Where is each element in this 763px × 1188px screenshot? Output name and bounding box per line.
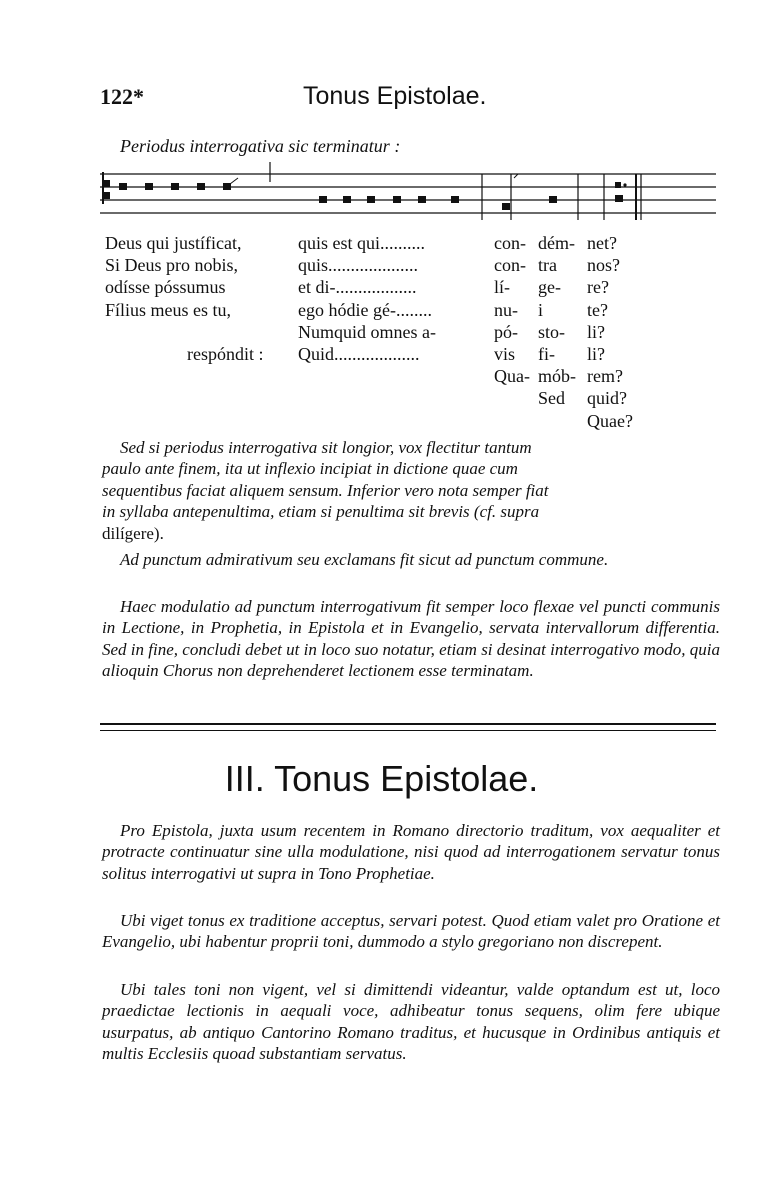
lyric-row-4-col-1: Fílius meus es tu, [105,299,232,320]
lyric-row-2-col-3: con- [494,255,526,276]
divider-top [100,723,716,725]
section-title: III. Tonus Epistolae. [224,758,539,799]
lyric-row-6-col-4: fi- [538,344,555,364]
lyric-row-7-col-5: rem? [587,366,623,387]
lyric-row-5-col-5: li? [587,321,605,342]
lyric-row-4-col-3: nu- [494,299,518,320]
chant-staff [100,160,720,226]
lyric-row-2-col-2: quis.................... [298,255,419,276]
paragraph-longer-question [102,437,720,544]
paragraph-tradition: Ubi viget tonus ex traditione acceptus, servari potest. Quod etiam valet pro Oratione et Evangelio, ubi habentur proprii toni, dummodo a stylo gregoriano non discrepent. [102,911,720,952]
lyric-row-4-col-5: te? [587,299,608,320]
lyric-row-5-col-2: Numquid omnes a- [298,321,436,342]
paragraph-modulation: Haec modulatio ad punctum interrogativum fit semper loco flexae vel puncti communis in Lectione, in Prophetia, in Epistola et in Evangelio, servata intervallorum differentia. Sed in fine, concludi debet ut in loco suo notatur, etiam si desinat interrogativo modo, quia alioquin Chorus non deprehenderet lectionem esse terminatam. [102,597,720,681]
para1-tail: dilígere). [102,523,164,543]
lyric-row-6-col-1: respóndit : [187,344,264,364]
lyric-row-3-col-5: re? [587,277,609,298]
lyric-row-6-col-3: vis [494,344,516,364]
paragraph-epistola: Pro Epistola, juxta usum recentem in Romano directorio traditum, vox aequaliter et protracte continuatur sine ulla modulatione, nisi quod ad interrogationem servatur tonus solitus interrogativi ut supra in Tono Prophetiae. [102,821,720,883]
para1-line-3: sequentibus faciat aliquem sensum. Inferior vero nota semper fiat [102,480,549,500]
lyric-row-2-col-5: nos? [587,255,620,276]
lyric-row-7-col-4: mób- [538,366,576,387]
running-title: Tonus Epistolae. [303,82,487,110]
lyric-row-3-col-2: et di-.................. [298,277,417,298]
page-number: 122* [100,84,144,109]
para1-line-4: in syllaba antepenultima, etiam si penultima sit brevis (cf. supra [102,502,540,522]
lyric-row-9-col-5: Quae? [587,410,633,431]
lyric-row-7-col-3: Qua- [494,366,530,387]
lyric-row-3-col-3: lí- [494,277,510,298]
lyric-row-1-col-2: quis est qui.......... [298,233,426,253]
lyric-row-4-col-2: ego hódie gé-........ [298,299,432,320]
lyric-row-8-col-5: quid? [587,388,627,409]
lyric-row-6-col-5: li? [587,344,605,364]
lyric-row-1-col-5: net? [587,233,617,253]
lyric-row-1-col-4: dém- [538,233,575,253]
lyric-row-5-col-4: sto- [538,321,565,342]
lyric-row-6-col-2: Quid................... [298,344,420,364]
intro-caption: Periodus interrogativa sic terminatur : [120,136,401,156]
lyric-row-8-col-4: Sed [538,388,565,409]
paragraph-ancient-tone: Ubi tales toni non vigent, vel si dimittendi videantur, valde optandum est ut, loco praedictae lectionis in aequali voce, adhibeatur tonus sequens, olim fere ubique usurpatus, ab antiquo Cantorino Romano traditus, et hucusque in Ordinibus antiquis et multis Ecclesiis quoad substantiam servatus. [102,980,720,1064]
divider-bottom [100,730,716,731]
lyric-row-1-col-3: con- [494,233,526,253]
lyric-row-2-col-1: Si Deus pro nobis, [105,255,239,276]
paragraph-exclamation: Ad punctum admirativum seu exclamans fit sicut ad punctum commune. [120,550,609,569]
lyric-row-2-col-4: tra [538,255,557,276]
lyric-row-3-col-1: odísse póssumus [105,277,226,298]
para1-line-2: paulo ante finem, ita ut inflexio incipiat in dictione quae cum [102,459,518,479]
lyric-row-4-col-4: i [538,299,544,320]
para1-line-1: Sed si periodus interrogativa sit longior, vox flectitur tantum [120,438,532,457]
lyric-row-1-col-1: Deus qui justíficat, [105,233,242,253]
lyric-row-3-col-4: ge- [538,277,561,298]
lyric-row-5-col-3: pó- [494,321,518,342]
